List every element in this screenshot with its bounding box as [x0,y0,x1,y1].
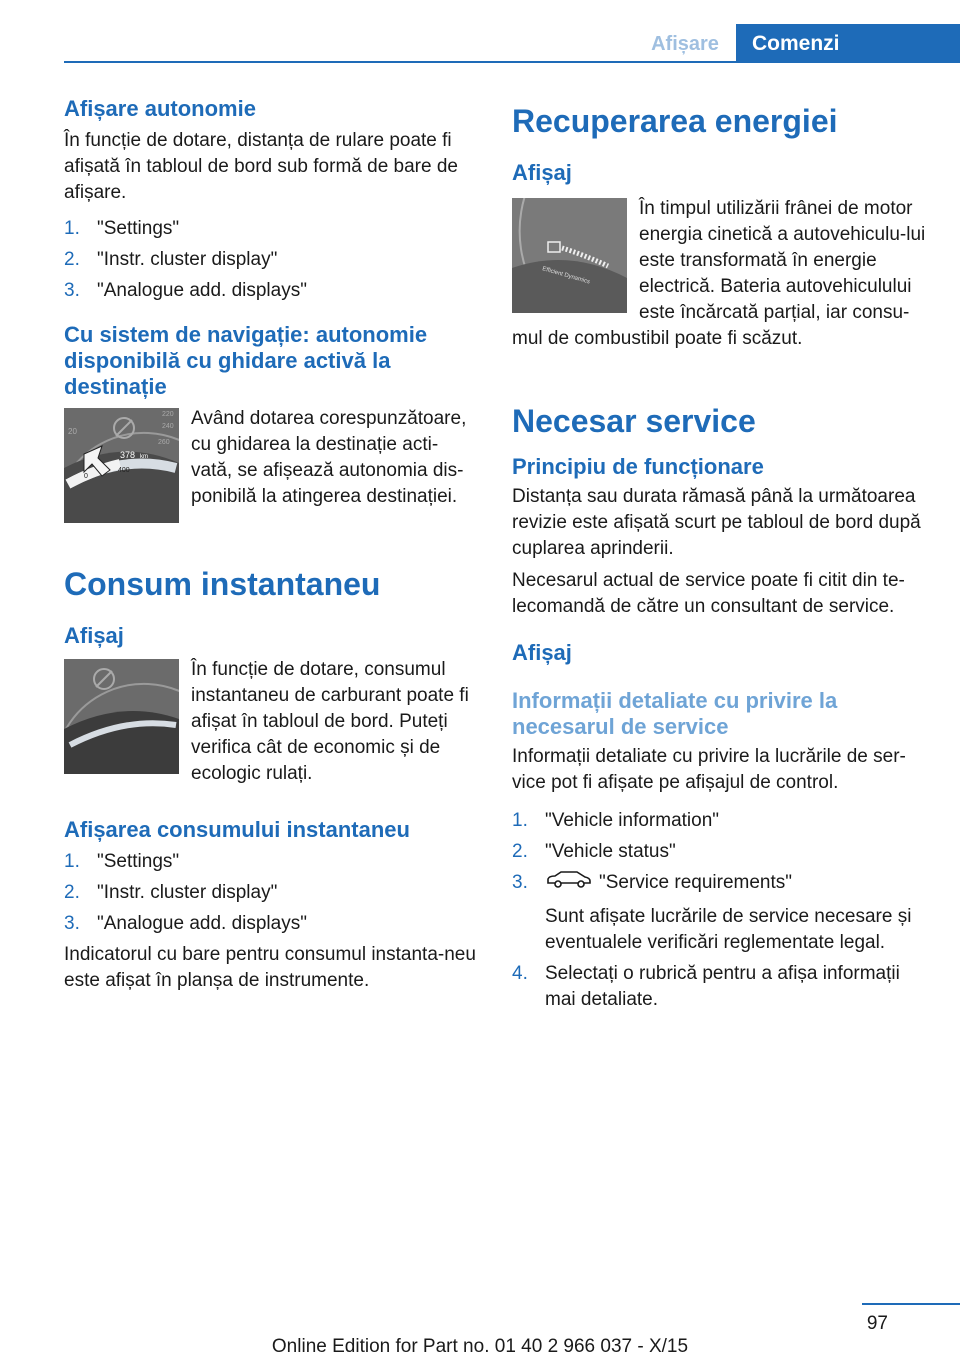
left-column [64,96,479,994]
range-gauge-icon [64,408,179,523]
detalii-text: Informații detaliate cu privire la lucrările de ser-vice pot fi afișate pe afișajul de control. [512,746,906,793]
step-number: 1. [64,218,80,239]
consumption-gauge-icon [64,659,179,774]
step-text: "Settings" [97,851,180,872]
step-number: 3. [64,280,80,301]
principiu-heading: Principiu de funcționare [512,454,764,479]
gauge-tick: 400 [118,467,130,474]
footer-rule [862,1303,960,1305]
step-number: 1. [512,810,528,831]
list-item [512,961,928,1013]
autonomie-steps [64,216,479,304]
step-number: 2. [64,249,80,270]
navigatie-block [64,406,479,527]
service-afisaj-heading: Afișaj [512,640,572,665]
gauge-label: Efficient Dynamics [541,266,591,286]
gauge-km-unit: km [140,454,148,460]
step-number: 4. [512,963,528,985]
range-gauge-image [64,408,179,523]
step-text: "Vehicle information" [545,810,720,831]
consumption-gauge-image [64,659,179,774]
service-steps [512,808,928,1013]
list-item [64,247,479,273]
recuperare-heading: Recuperarea energiei [512,103,838,139]
step-number: 2. [64,882,80,903]
afisare-consum-steps [64,849,479,937]
step-text: "Service requirements" [599,872,793,894]
step-number: 1. [64,851,80,872]
step-number: 2. [512,841,528,862]
autonomie-text: În funcție de dotare, distanța de rulare poate fi afișată în tabloul de bord sub formă de bare de afișare. [64,130,458,203]
step-number: 3. [512,872,528,893]
list-item [64,278,479,304]
list-item [64,216,479,242]
header-section-tab[interactable]: Afișare [651,33,719,55]
energy-gauge-icon [512,198,627,313]
header-chapter-tab[interactable]: Comenzi [736,24,960,63]
gauge-tick: 220 [162,411,174,418]
autonomie-heading: Afișare autonomie [64,96,256,121]
step-text: "Instr. cluster display" [97,249,278,270]
step-text: "Analogue add. displays" [97,913,307,934]
recuperare-subheading: Afișaj [512,160,572,185]
navigatie-heading: Cu sistem de navigație: autonomie disponibilă cu ghidare activă la destinație [64,322,428,399]
step-text: "Vehicle status" [545,841,676,862]
consum-block [64,657,479,787]
navigatie-text: Având dotarea corespunzătoare, cu ghidarea la destinație acti-vată, se afișează autonomia dis-ponibilă la atingerea destinației. [191,408,467,507]
gauge-tick: 240 [162,423,174,430]
recuperare-text: În timpul utilizării frânei de motor energia cinetică a autovehiculu-lui este transformată în energie electrică. Bateria autovehiculului este încărcată parțial, iar consu-mul de combustibil poate fi scăzut. [512,198,926,349]
step-text: "Settings" [97,218,180,239]
recuperare-block [512,196,928,352]
consum-text: În funcție de dotare, consumul instantaneu de carburant poate fi afișat în tabloul de bord. Puteți verifica cât de economic și de ecologic rulați. [191,659,469,784]
gauge-tick: 0 [84,473,88,480]
footer-edition: Online Edition for Part no. 01 40 2 966 037 - X/15 [271,1336,689,1357]
afisare-consum-text: Indicatorul cu bare pentru consumul instanta-neu este afișat în planșa de instrumente. [64,944,476,991]
step-number: 3. [64,913,80,934]
afisare-consum-heading: Afișarea consumului instantaneu [64,817,410,842]
step-text: "Analogue add. displays" [97,280,307,301]
detalii-heading: Informații detaliate cu privire la necesarul de service [512,688,838,739]
step-subtext: Sunt afișate lucrările de service necesare și eventualele verificări reglementate legal. [545,906,912,954]
list-item [64,849,479,875]
car-service-icon [545,870,593,896]
right-column [512,96,928,1018]
service-heading: Necesar service [512,403,756,439]
list-item [64,880,479,906]
consum-heading: Consum instantaneu [64,566,381,602]
list-item [512,808,928,834]
gauge-tick: 260 [158,439,170,446]
gauge-km-value: 378 [120,450,136,460]
consum-subheading: Afișaj [64,623,124,648]
step-text: Selectați o rubrică pentru a afișa informații mai detaliate. [545,963,900,1011]
principiu-text-1: Distanța sau durata rămasă până la următoarea revizie este afișată scurt pe tabloul de bord după cuplarea aprinderii. [512,486,921,559]
list-item [512,839,928,865]
page-number: 97 [866,1313,888,1334]
step-text: "Instr. cluster display" [97,882,278,903]
gauge-tick: 20 [68,427,77,436]
energy-gauge-image [512,198,627,313]
list-item [512,870,928,956]
list-item [64,911,479,937]
principiu-text-2: Necesarul actual de service poate fi citit din te-lecomandă de către un consultant de service. [512,570,905,617]
